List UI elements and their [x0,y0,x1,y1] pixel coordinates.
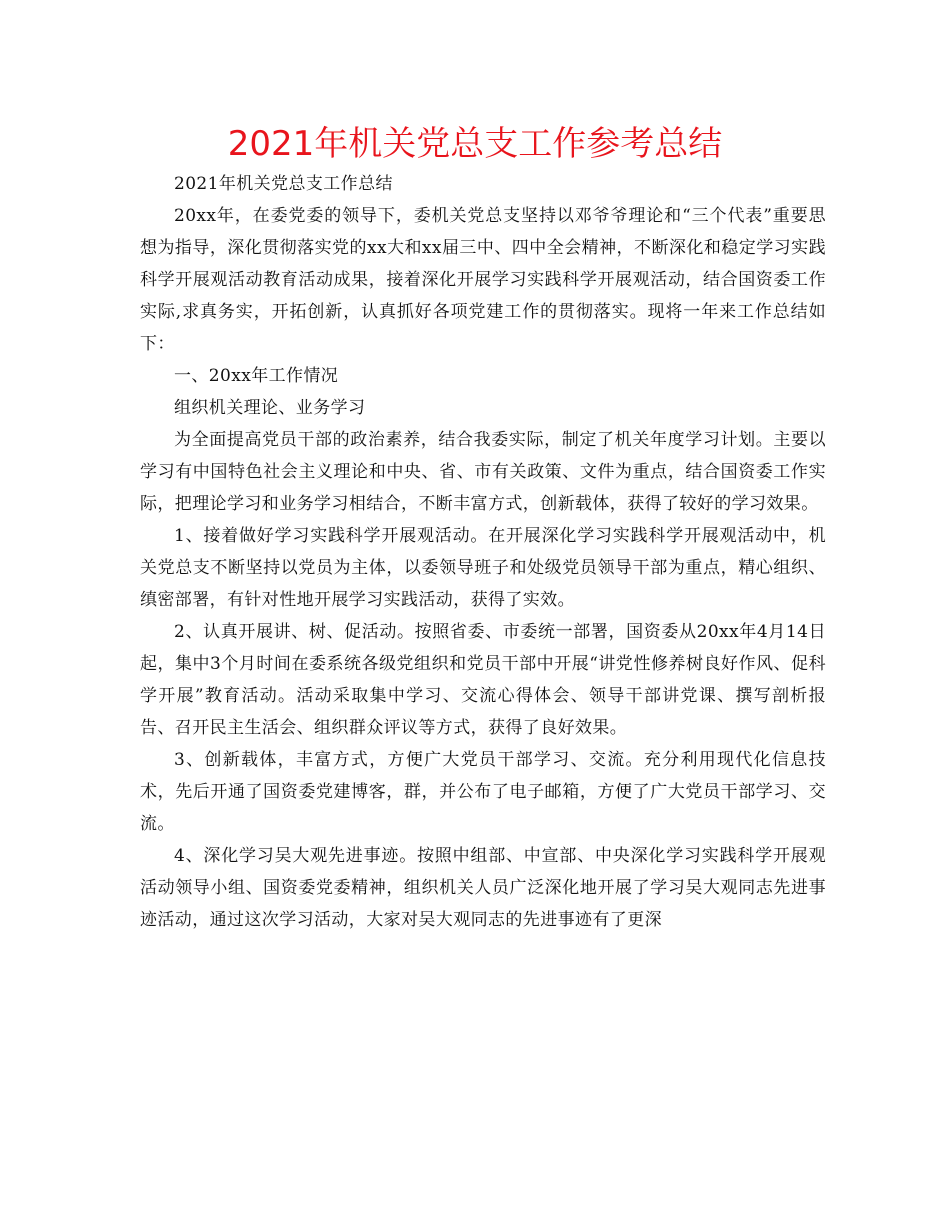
paragraph-intro: 20xx年，在委党委的领导下，委机关党总支坚持以邓爷爷理论和“三个代表”重要思想为指导，深化贯彻落实党的xx大和xx届三中、四中全会精神，不断深化和稳定学习实践科学开展观活动教育活动成果，接着深化开展学习实践科学开展观活动，结合国资委工作实际,求真务实，开拓创新，认真抓好各项党建工作的贯彻落实。现将一年来工作总结如下： [140,206,826,354]
document-body [140,168,826,936]
paragraph-item-2: 2、认真开展讲、树、促活动。按照省委、市委统一部署，国资委从20xx年4月14日起，集中3个月时间在委系统各级党组织和党员干部中开展“讲党性修养树良好作风、促科学开展”教育活动。活动采取集中学习、交流心得体会、领导干部讲党课、撰写剖析报告、召开民主生活会、组织群众评议等方式，获得了良好效果。 [140,622,826,738]
subsection-heading: 组织机关理论、业务学习 [174,398,366,418]
document-title: 2021年机关党总支工作参考总结 [227,124,723,164]
section-heading: 一、20xx年工作情况 [174,366,339,386]
paragraph-item-4: 4、深化学习吴大观先进事迹。按照中组部、中宣部、中央深化学习实践科学开展观活动领导小组、国资委党委精神，组织机关人员广泛深化地开展了学习吴大观同志先进事迹活动，通过这次学习活动，大家对吴大观同志的先进事迹有了更深 [140,846,826,930]
paragraph-item-3: 3、创新载体，丰富方式，方便广大党员干部学习、交流。充分利用现代化信息技术，先后开通了国资委党建博客，群，并公布了电子邮箱，方便了广大党员干部学习、交流。 [140,750,826,834]
paragraph-item-1: 1、接着做好学习实践科学开展观活动。在开展深化学习实践科学开展观活动中，机关党总支不断坚持以党员为主体，以委领导班子和处级党员领导干部为重点，精心组织、缜密部署，有针对性地开展学习实践活动，获得了实效。 [140,526,826,610]
paragraph-subtitle: 2021年机关党总支工作总结 [174,174,393,194]
paragraph-study-plan: 为全面提高党员干部的政治素养，结合我委实际，制定了机关年度学习计划。主要以学习有中国特色社会主义理论和中央、省、市有关政策、文件为重点，结合国资委工作实际，把理论学习和业务学习相结合，不断丰富方式，创新载体，获得了较好的学习效果。 [140,430,826,514]
